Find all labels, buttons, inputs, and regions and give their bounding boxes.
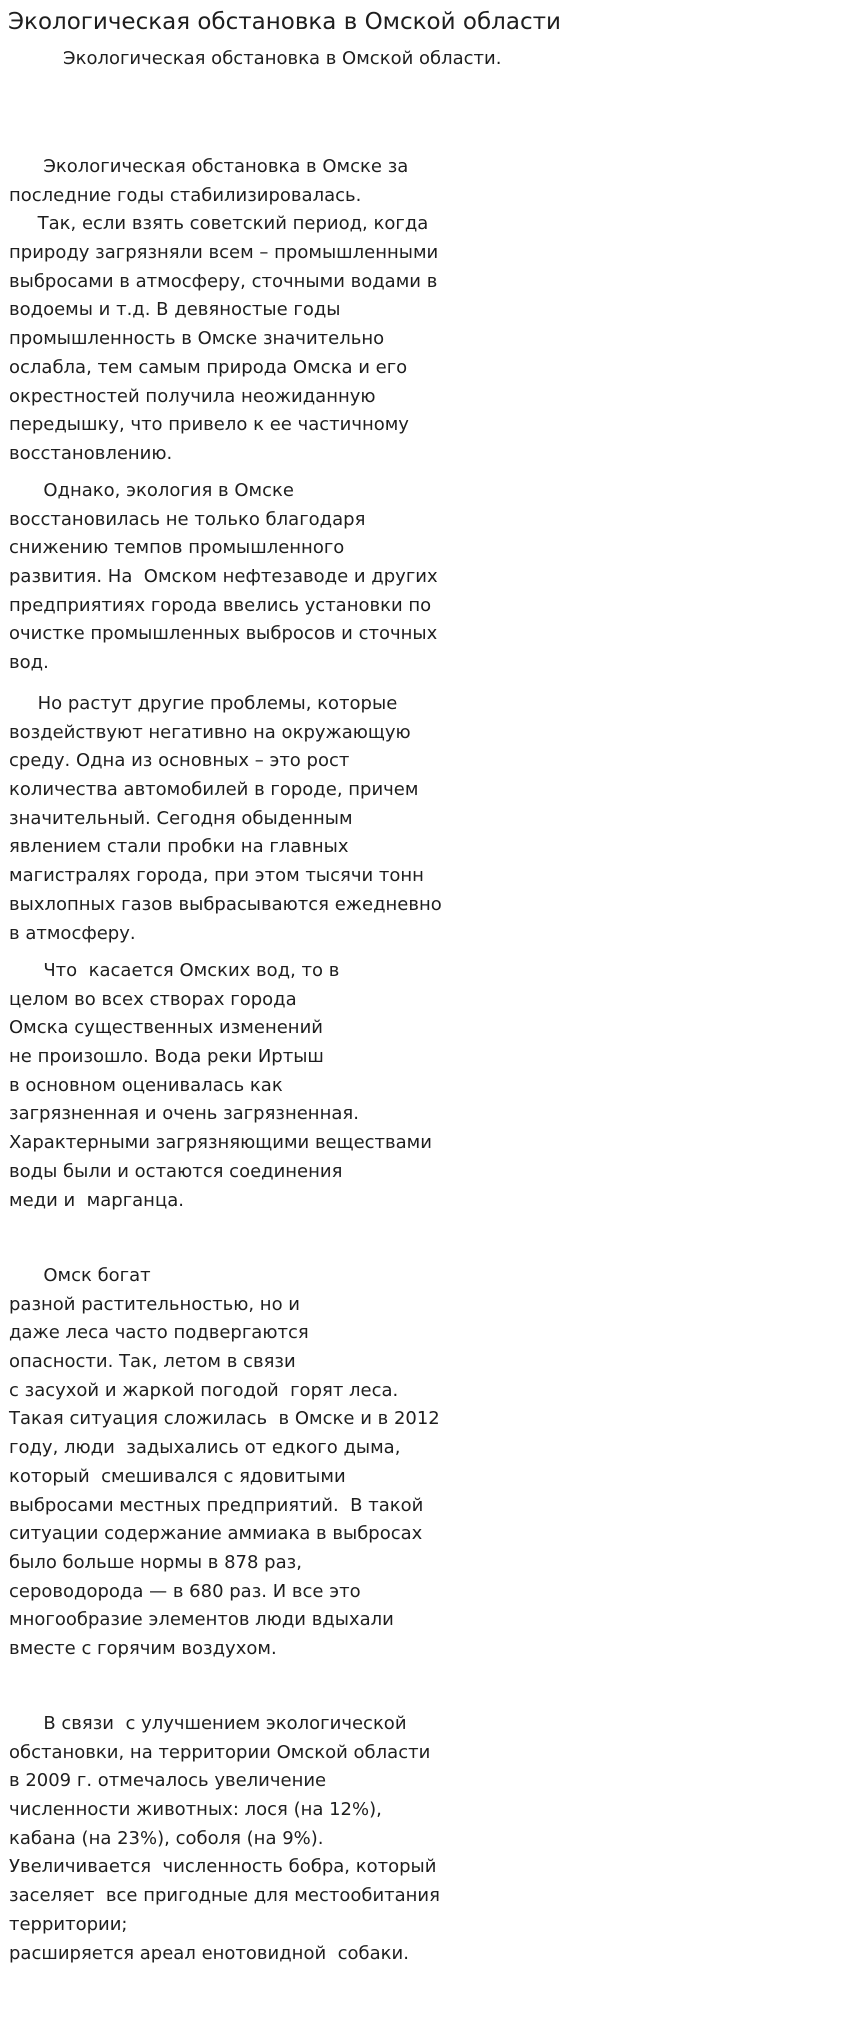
document-subtitle: Экологическая обстановка в Омской области.: [63, 48, 502, 69]
text-line: Так, если взять советский период, когда: [9, 213, 429, 235]
text-line: территории;: [9, 1913, 128, 1935]
text-line: который смешивался с ядовитыми: [9, 1465, 346, 1487]
text-line: В связи с улучшением экологической: [9, 1713, 407, 1734]
text-line: обстановки, на территории Омской области: [9, 1741, 431, 1763]
text-line: Увеличивается численность бобра, который: [9, 1856, 437, 1878]
text-line: расширяется ареал енотовидной собаки.: [9, 1942, 409, 1964]
text-line: воды были и остаются соединения: [9, 1160, 343, 1182]
text-line: восстановлению.: [9, 442, 173, 464]
text-line: в атмосферу.: [9, 922, 136, 944]
text-line: ситуации содержание аммиака в выбросах: [9, 1523, 423, 1545]
text-line: значительный. Сегодня обыденным: [9, 807, 353, 829]
text-line: ослабла, тем самым природа Омска и его: [9, 356, 408, 378]
text-line: развития. На Омском нефтезаводе и других: [9, 566, 438, 588]
paragraph-car-traffic: [9, 690, 442, 948]
text-line: Такая ситуация сложилась в Омске и в 2012: [9, 1408, 440, 1430]
text-line: природу загрязняли всем – промышленными: [9, 242, 439, 264]
text-line: выхлопных газов выбрасываются ежедневно: [9, 893, 442, 915]
page-title: Экологическая обстановка в Омской области: [8, 9, 561, 35]
text-line: магистралях города, при этом тысячи тонн: [9, 865, 424, 887]
text-line: среду. Одна из основных – это рост: [9, 750, 350, 772]
text-line: многообразие элементов люди вдыхали: [9, 1609, 394, 1631]
text-line: кабана (на 23%), соболя (на 9%).: [9, 1827, 324, 1849]
text-line: количества автомобилей в городе, причем: [9, 779, 419, 801]
text-line: явлением стали пробки на главных: [9, 836, 349, 858]
text-line: Омск богат: [9, 1265, 151, 1286]
text-line: меди и марганца.: [9, 1189, 184, 1211]
text-line: предприятиях города ввелись установки по: [9, 594, 432, 616]
text-line: вод.: [9, 652, 49, 674]
text-line: выбросами в атмосферу, сточными водами в: [9, 270, 438, 292]
text-line: опасности. Так, летом в связи: [9, 1351, 296, 1373]
text-line: не произошло. Вода реки Иртыш: [9, 1046, 324, 1068]
text-line: целом во всех створах города: [9, 988, 297, 1010]
paragraph-ecology-stabilized: [9, 153, 438, 469]
paragraph-water-quality: [9, 957, 432, 1215]
text-line: в основном оценивалась как: [9, 1074, 283, 1096]
text-line: водоемы и т.д. В девяностые годы: [9, 299, 341, 321]
text-line: выбросами местных предприятий. В такой: [9, 1494, 424, 1516]
text-line: Что касается Омских вод, то в: [9, 960, 340, 981]
text-line: Экологическая обстановка в Омске за: [9, 156, 409, 177]
paragraph-wildlife-growth: [9, 1710, 440, 1968]
text-line: снижению темпов промышленного: [9, 537, 345, 559]
text-line: заселяет все пригодные для местообитания: [9, 1885, 440, 1907]
text-line: Характерными загрязняющими веществами: [9, 1132, 432, 1154]
text-line: в 2009 г. отмечалось увеличение: [9, 1770, 327, 1792]
text-line: воздействуют негативно на окружающую: [9, 721, 411, 743]
paragraph-treatment-facilities: [9, 477, 438, 678]
text-line: последние годы стабилизировалась.: [9, 184, 362, 206]
text-line: сероводорода — в 680 раз. И все это: [9, 1580, 361, 1602]
text-line: передышку, что привело к ее частичному: [9, 414, 409, 436]
text-line: даже леса часто подвергаются: [9, 1322, 309, 1344]
text-line: году, люди задыхались от едкого дыма,: [9, 1437, 401, 1459]
paragraph-forest-fires: [9, 1262, 440, 1664]
text-line: численности животных: лося (на 12%),: [9, 1799, 382, 1821]
text-line: с засухой и жаркой погодой горят леса.: [9, 1379, 399, 1401]
text-line: очистке промышленных выбросов и сточных: [9, 623, 438, 645]
text-line: Но растут другие проблемы, которые: [9, 693, 398, 714]
text-line: восстановилась не только благодаря: [9, 508, 366, 530]
text-line: было больше нормы в 878 раз,: [9, 1551, 302, 1573]
text-line: вместе с горячим воздухом.: [9, 1637, 277, 1659]
text-line: окрестностей получила неожиданную: [9, 385, 376, 407]
text-line: разной растительностью, но и: [9, 1293, 301, 1315]
text-line: загрязненная и очень загрязненная.: [9, 1103, 359, 1125]
text-line: Однако, экология в Омске: [9, 480, 294, 501]
text-line: промышленность в Омске значительно: [9, 328, 385, 350]
text-line: Омска существенных изменений: [9, 1017, 323, 1039]
